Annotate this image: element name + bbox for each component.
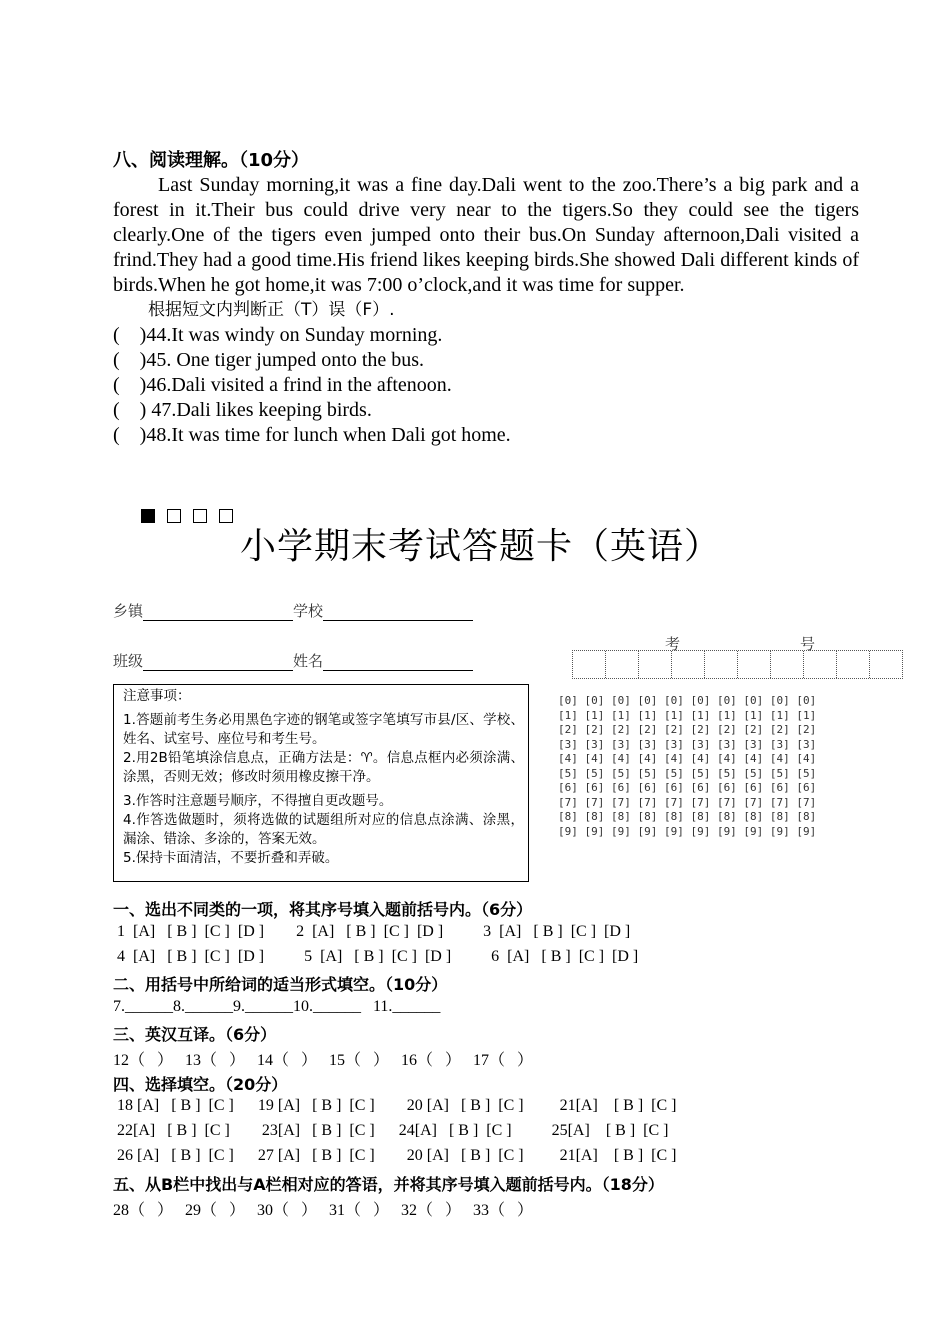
reading-heading: 八、阅读理解。（10分） [113, 150, 310, 171]
digit-box[interactable] [705, 651, 738, 678]
school-input-line[interactable] [323, 604, 473, 621]
digit-box[interactable] [573, 651, 606, 678]
digit-box[interactable] [870, 651, 902, 678]
notice-box [113, 684, 529, 882]
registration-marks [141, 509, 233, 523]
school-label: 学校 [293, 602, 324, 620]
bubble-row-5[interactable]: [5] [5] [5] [5] [5] [5] [5] [5] [5] [5] [558, 766, 817, 780]
bubble-row-9[interactable]: [9] [9] [9] [9] [9] [9] [9] [9] [9] [9] [558, 824, 817, 838]
section-4-row-3[interactable]: 26 [A] [ B ] [C ] 27 [A] [ B ] [C ] 20 [A] [ B ] [C ] 21[A] [ B ] [C ] [113, 1147, 677, 1164]
class-name-fields [113, 650, 473, 671]
reading-section [113, 148, 859, 448]
digit-box[interactable] [837, 651, 870, 678]
notice-4: 4.作答选做题时，须将选做的试题组所对应的信息点涂满、涂黑，漏涂、错涂、多涂的，答案无效。 [123, 812, 524, 847]
bubble-row-4[interactable]: [4] [4] [4] [4] [4] [4] [4] [4] [4] [4] [558, 752, 817, 765]
bubble-row-1[interactable]: [1] [1] [1] [1] [1] [1] [1] [1] [1] [1] [558, 708, 817, 722]
section-1-row-1[interactable]: 1 [A] [ B ] [C ] [D ] 2 [A] [ B ] [C ] [D ] 3 [A] [ B ] [C ] [D ] [113, 923, 631, 940]
digit-bubble-grid[interactable] [558, 694, 816, 839]
exam-number-boxes [572, 650, 903, 679]
digit-box[interactable] [804, 651, 837, 678]
bubble-row-6[interactable]: [6] [6] [6] [6] [6] [6] [6] [6] [6] [6] [558, 781, 817, 794]
notice-5: 5.保持卡面清洁，不要折叠和弄破。 [123, 850, 339, 866]
filled-square-icon [141, 509, 155, 523]
section-5-heading: 五、从B栏中找出与A栏相对应的答语，并将其序号填入题前括号内。（18分） [113, 1175, 664, 1194]
card-title: 小学期末考试答题卡（英语） [240, 526, 722, 567]
bubble-row-2[interactable]: [2] [2] [2] [2] [2] [2] [2] [2] [2] [2] [558, 723, 817, 736]
empty-square-icon [219, 509, 233, 523]
question-48: ( )48.It was time for lunch when Dali got home. [113, 424, 511, 446]
bubble-row-0[interactable]: [0] [0] [0] [0] [0] [0] [0] [0] [0] [0] [558, 694, 817, 707]
empty-square-icon [193, 509, 207, 523]
town-label: 乡镇 [113, 602, 144, 620]
section-4-heading: 四、选择填空。（20分） [113, 1075, 288, 1094]
digit-box[interactable] [639, 651, 672, 678]
reading-passage: Last Sunday morning,it was a fine day.Dali went to the zoo.There’s a big park and a forest in it.Their bus could drive very near to the tigers.So they could see the tigers clearly.One of the tigers even jumped onto their bus.On Sunday afternoon,Dali visited a frind.They had a good time.His friend likes keeping birds.She showed Dali different kinds of birds.When he got home,it was 7:00 o’clock,and it was time for supper. [113, 174, 859, 296]
bubble-row-7[interactable]: [7] [7] [7] [7] [7] [7] [7] [7] [7] [7] [558, 795, 817, 809]
digit-box[interactable] [672, 651, 705, 678]
section-4-row-1[interactable]: 18 [A] [ B ] [C ] 19 [A] [ B ] [C ] 20 [A] [ B ] [C ] 21[A] [ B ] [C ] [113, 1097, 677, 1114]
section-1-heading: 一、选出不同类的一项，将其序号填入题前括号内。（6分） [113, 900, 533, 919]
question-47: ( ) 47.Dali likes keeping birds. [113, 399, 372, 421]
digit-box[interactable] [606, 651, 639, 678]
section-2-row[interactable]: 7.______8.______9.______10.______ 11.______ [113, 998, 441, 1015]
question-44: ( )44.It was windy on Sunday morning. [113, 324, 443, 346]
section-3-row[interactable]: 12（ ） 13（ ） 14（ ） 15（ ） 16（ ） 17（ ） [113, 1052, 534, 1069]
notice-3: 3.作答时注意题号顺序，不得擅自更改题号。 [123, 793, 393, 809]
class-label: 班级 [113, 652, 144, 670]
notice-1: 1.答题前考生务必用黑色字迹的钢笔或签字笔填写市县/区、学校、姓名、试室号、座位号和考生号。 [123, 712, 524, 747]
digit-box[interactable] [771, 651, 804, 678]
hao-label: 号 [800, 635, 816, 653]
digit-box[interactable] [738, 651, 771, 678]
empty-square-icon [167, 509, 181, 523]
section-3-heading: 三、英汉互译。（6分） [113, 1025, 277, 1044]
town-input-line[interactable] [143, 604, 293, 621]
section-4-row-2[interactable]: 22[A] [ B ] [C ] 23[A] [ B ] [C ] 24[A] [ B ] [C ] 25[A] [ B ] [C ] [113, 1122, 669, 1139]
name-input-line[interactable] [323, 654, 473, 671]
class-input-line[interactable] [143, 654, 293, 671]
notice-title: 注意事项： [123, 688, 191, 704]
bubble-row-3[interactable]: [3] [3] [3] [3] [3] [3] [3] [3] [3] [3] [558, 737, 817, 751]
reading-instruction: 根据短文内判断正（T）误（F）. [148, 300, 395, 320]
section-2-heading: 二、用括号中所给词的适当形式填空。（10分） [113, 975, 448, 994]
question-46: ( )46.Dali visited a frind in the aftenoon. [113, 374, 452, 396]
kao-label: 考 [665, 635, 681, 653]
name-label: 姓名 [293, 652, 324, 670]
notice-2: 2.用2B铅笔填涂信息点，正确方法是：♈。信息点框内必须涂满、涂黑，否则无效；修改时须用橡皮擦干净。 [123, 750, 524, 785]
section-5-row[interactable]: 28（ ） 29（ ） 30（ ） 31（ ） 32（ ） 33（ ） [113, 1202, 534, 1219]
section-1-row-2[interactable]: 4 [A] [ B ] [C ] [D ] 5 [A] [ B ] [C ] [D ] 6 [A] [ B ] [C ] [D ] [113, 948, 639, 965]
town-school-fields [113, 600, 473, 621]
bubble-row-8[interactable]: [8] [8] [8] [8] [8] [8] [8] [8] [8] [8] [558, 810, 817, 823]
question-45: ( )45. One tiger jumped onto the bus. [113, 349, 425, 371]
